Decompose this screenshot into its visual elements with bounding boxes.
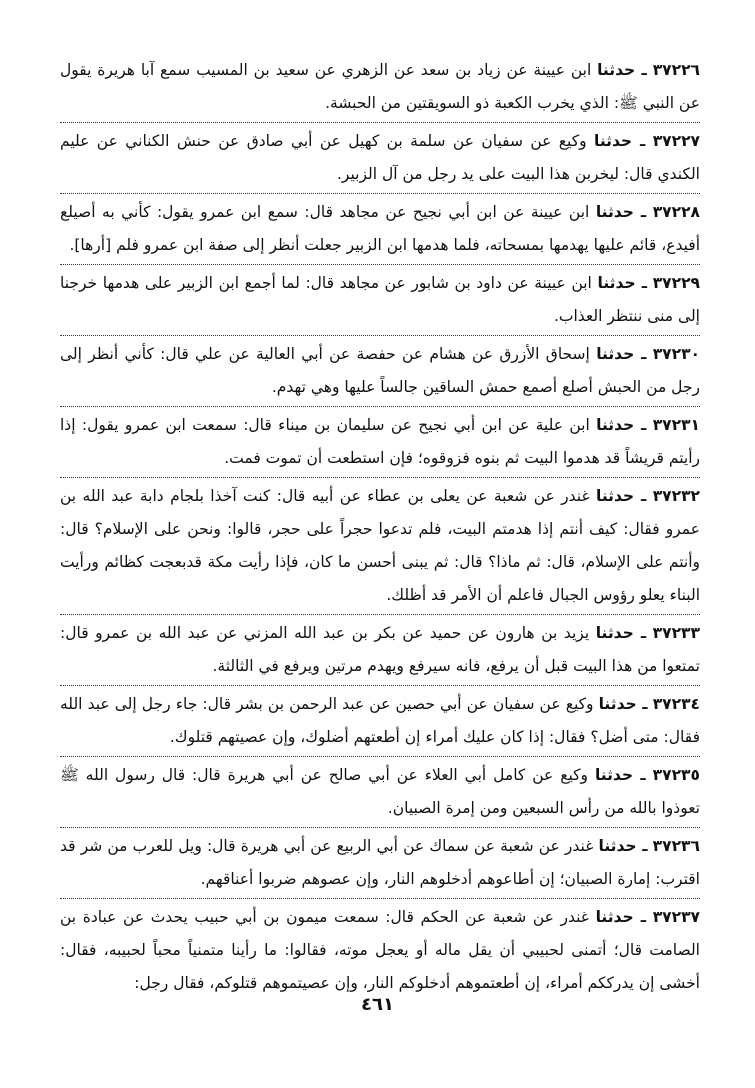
hadith-dash: ـ (634, 416, 647, 434)
hadith-entry (60, 899, 700, 1001)
hadith-entry (60, 194, 700, 263)
hadith-text: إسحاق الأزرق عن هشام عن حفصة عن أبي العالية عن علي قال: كأني أنظر إلى رجل من الحبش أصلع أصمع حمش الساقين جالساً عليها وهي تهدم. (60, 345, 700, 396)
hadith-number: ٣٧٢٢٨ (652, 203, 700, 221)
hadith-number: ٣٧٢٣٣ (652, 624, 700, 642)
hadith-number: ٣٧٢٣٤ (652, 695, 700, 713)
hadith-head: حدثنا (595, 203, 634, 221)
hadith-head: حدثنا (595, 908, 634, 926)
hadith-dash: ـ (634, 345, 647, 363)
hadith-head: حدثنا (595, 624, 634, 642)
hadith-entry (60, 828, 700, 897)
hadith-text: غندر عن شعبة عن يعلى بن عطاء عن أبيه قال: كنت آخذا بلجام دابة عبد الله بن عمرو فقال: كيف أنتم إذا هدمتم البيت، فلم تدعوا حجراً على حجر، قالوا: ونحن على الإسلام؟ قال: وأنتم على الإسلام، قال: ثم ماذا؟ قال: ثم يبنى أحسن ما كان، فإذا رأيت مكة قدبعجت كظائم ورأيت البناء يعلو رؤوس الجبال فاعلم أن الأمر قد أظلك. (60, 487, 700, 604)
hadith-dash: ـ (636, 837, 648, 855)
hadith-dash: ـ (635, 274, 648, 292)
hadith-dash: ـ (633, 908, 647, 926)
page-body (60, 52, 700, 1001)
hadith-dash: ـ (633, 624, 647, 642)
page-number: ٤٦١ (361, 994, 394, 1015)
hadith-entry (60, 757, 700, 826)
hadith-head: حدثنا (596, 416, 635, 434)
hadith-head: حدثنا (598, 837, 637, 855)
hadith-dash: ـ (633, 766, 646, 784)
hadith-head: حدثنا (594, 766, 634, 784)
hadith-text: وكيع عن سفيان عن أبي حصين عن عبد الرحمن بن بشر قال: جاء رجل إلى عبد الله فقال: متى أضل؟ فقال: إذا كان عليك أمراء إن أطعتهم أضلوك، وإن عصيتهم قتلوك. (60, 695, 700, 746)
hadith-head: حدثنا (594, 132, 633, 150)
hadith-number: ٣٧٢٢٩ (652, 274, 701, 292)
hadith-entry (60, 52, 700, 121)
hadith-text: ابن علية عن ابن أبي نجيح عن سليمان بن ميناء قال: سمعت ابن عمرو يقول: إذا رأيتم قريشاً قد هدموا البيت ثم بنوه فزوقوه؛ فإن استطعت أن تموت فمت. (60, 416, 700, 467)
hadith-dash: ـ (634, 487, 647, 505)
hadith-number: ٣٧٢٣٦ (652, 837, 700, 855)
hadith-text: غندر عن شعبة عن الحكم قال: سمعت ميمون بن أبي حبيب يحدث عن عبادة بن الصامت قال؛ أتمنى لحبيبي أن يقل ماله أو يعجل موته، فقالوا: ما رأينا متمنياً محباً لحبيبه، فقال: أخشى إن يدرككم أمراء، إن أطعتموهم أدخلوكم النار، وإن عصيتموهم قتلوكم، فقال رجل: (60, 908, 700, 992)
hadith-head: حدثنا (596, 345, 635, 363)
hadith-text: ابن عيينة عن ابن أبي نجيح عن مجاهد قال: سمع ابن عمرو يقول: كأني به أصيلع أفيدع، قائم عليها يهدمها بمسحاته، فلما هدمها ابن الزبير جعلت أنظر إلى صفة ابن عمرو فلم [أرها]. (60, 203, 700, 254)
hadith-entry (60, 407, 700, 476)
hadith-text: وكيع عن سفيان عن سلمة بن كهيل عن أبي صادق عن حنش الكناني عن عليم الكندي قال: ليخربن هذا البيت على يد رجل من آل الزبير. (60, 132, 700, 183)
hadith-head: حدثنا (597, 61, 636, 79)
hadith-number: ٣٧٢٣٥ (652, 766, 700, 784)
hadith-entry (60, 336, 700, 405)
hadith-number: ٣٧٢٢٧ (652, 132, 700, 150)
hadith-dash: ـ (632, 132, 646, 150)
hadith-entry (60, 615, 700, 684)
hadith-number: ٣٧٢٣١ (652, 416, 701, 434)
hadith-entry (60, 123, 700, 192)
hadith-text: غندر عن شعبة عن سماك عن أبي الربيع عن أبي هريرة قال: ويل للعرب من شر قد اقترب: إمارة الصبيان؛ إن أطاعوهم أدخلوهم النار، وإن عصوهم ضربوا أعناقهم. (60, 837, 700, 888)
hadith-entry (60, 478, 700, 613)
hadith-number: ٣٧٢٣٢ (652, 487, 701, 505)
hadith-text: وكيع عن كامل أبي العلاء عن أبي صالح عن أبي هريرة قال: قال رسول الله ﷺ تعوذوا بالله من رأس السبعين ومن إمرة الصبيان. (60, 766, 700, 817)
hadith-text: ابن عيينة عن داود بن شابور عن مجاهد قال: لما أجمع ابن الزبير على هدمها خرجنا إلى منى ننتظر العذاب. (60, 274, 700, 325)
hadith-text: ابن عيينة عن زياد بن سعد عن الزهري عن سعيد بن المسيب سمع آبا هريرة يقول عن النبي ﷺ: الذي يخرب الكعبة ذو السويقتين من الحبشة. (60, 61, 700, 112)
hadith-dash: ـ (633, 203, 647, 221)
hadith-dash: ـ (636, 695, 648, 713)
hadith-head: حدثنا (598, 695, 637, 713)
hadith-entry (60, 265, 700, 334)
hadith-head: حدثنا (596, 487, 635, 505)
hadith-head: حدثنا (597, 274, 636, 292)
hadith-number: ٣٧٢٣٧ (652, 908, 701, 926)
hadith-entry (60, 686, 700, 755)
hadith-text: يزيد بن هارون عن حميد عن بكر بن عبد الله المزني عن عبد الله بن عمرو قال: تمتعوا من هذا البيت قبل أن يرفع، فانه سيرفع ويهدم مرتين ويرفع في الثالثة. (60, 624, 700, 675)
hadith-number: ٣٧٢٣٠ (652, 345, 701, 363)
hadith-number: ٣٧٢٢٦ (652, 61, 700, 79)
hadith-dash: ـ (635, 61, 647, 79)
